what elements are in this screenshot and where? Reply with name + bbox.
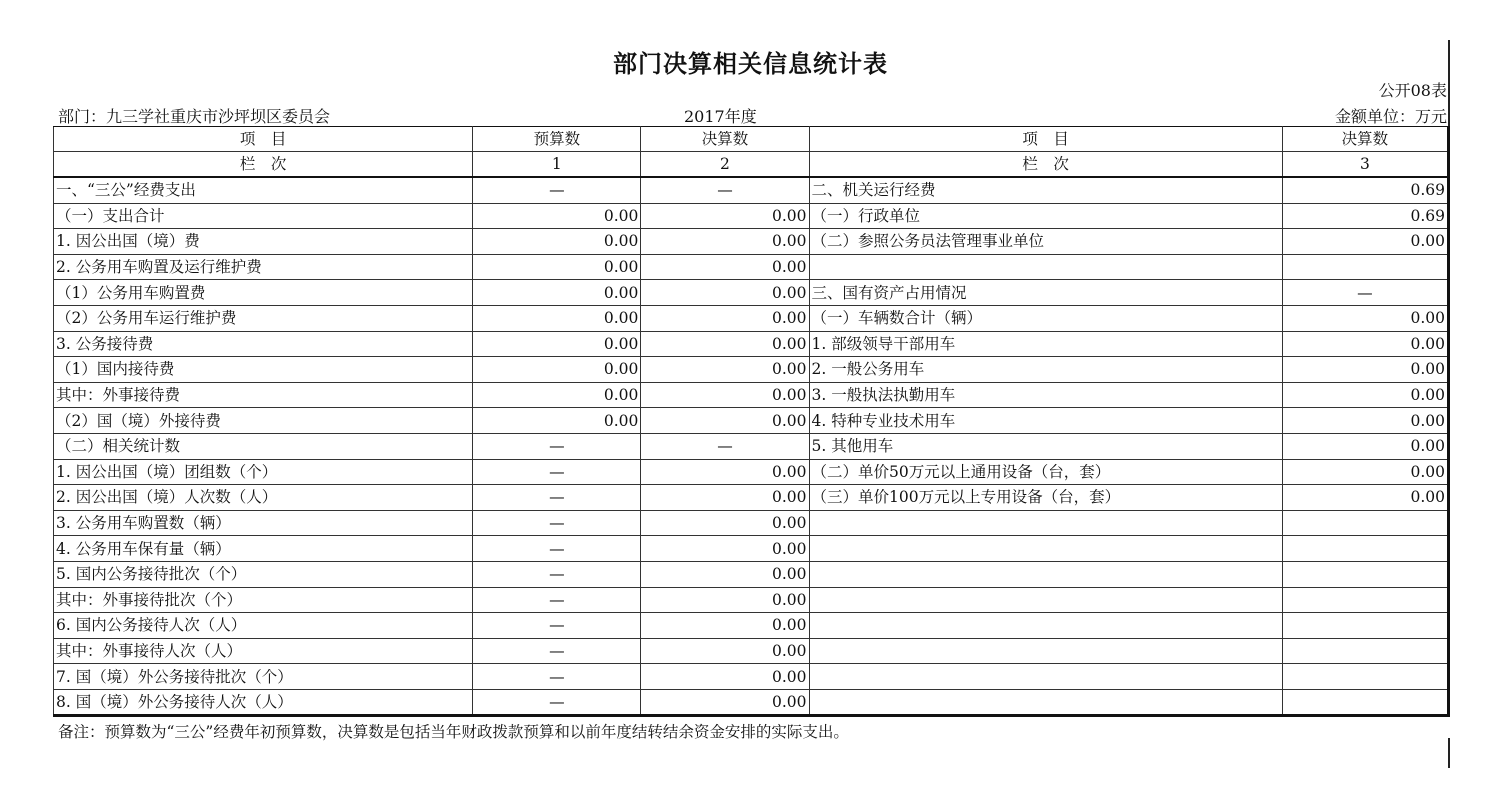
table-row	[54, 613, 1449, 639]
amount-unit: 金额单位：万元	[1334, 107, 1447, 126]
row-final-value-right: 0.69	[1282, 177, 1448, 203]
row-item-label-right	[809, 254, 1282, 280]
table-row	[54, 408, 1449, 434]
table-row	[54, 280, 1449, 306]
table-row	[54, 177, 1449, 203]
row-budget-value: 0.00	[473, 280, 641, 306]
row-budget-value: 0.00	[473, 229, 641, 255]
row-item-label: （2）国（境）外接待费	[54, 408, 473, 434]
row-final-value-right	[1282, 510, 1448, 536]
row-final-value-right: 0.00	[1282, 305, 1448, 331]
row-item-label-right	[809, 561, 1282, 587]
row-item-label: 3. 公务接待费	[54, 331, 473, 357]
row-budget-value: —	[473, 177, 641, 203]
row-item-label-right: （一）行政单位	[809, 203, 1282, 229]
row-item-label-right	[809, 510, 1282, 536]
row-final-value-right: 0.00	[1282, 382, 1448, 408]
row-final-value: 0.00	[641, 536, 809, 562]
row-item-label-right: 2. 一般公务用车	[809, 357, 1282, 383]
table-row	[54, 433, 1449, 459]
row-item-label: 1. 因公出国（境）费	[54, 229, 473, 255]
row-budget-value: —	[473, 433, 641, 459]
row-final-value: 0.00	[641, 613, 809, 639]
row-item-label-right: 4. 特种专业技术用车	[809, 408, 1282, 434]
row-final-value-right: 0.00	[1282, 485, 1448, 511]
row-budget-value: 0.00	[473, 331, 641, 357]
row-item-label-right	[809, 664, 1282, 690]
row-item-label-right	[809, 638, 1282, 664]
row-final-value-right: 0.69	[1282, 203, 1448, 229]
row-final-value: 0.00	[641, 459, 809, 485]
row-item-label: 7. 国（境）外公务接待批次（个）	[54, 664, 473, 690]
row-budget-value: —	[473, 587, 641, 613]
header-final: 决算数	[641, 127, 809, 152]
row-final-value-right	[1282, 561, 1448, 587]
row-item-label: 4. 公务用车保有量（辆）	[54, 536, 473, 562]
row-item-label-right: （二）参照公务员法管理事业单位	[809, 229, 1282, 255]
page-edge-mark-top	[1448, 40, 1450, 132]
row-final-value-right	[1282, 638, 1448, 664]
row-final-value-right: 0.00	[1282, 331, 1448, 357]
row-budget-value: —	[473, 561, 641, 587]
row-item-label: （2）公务用车运行维护费	[54, 305, 473, 331]
page-title: 部门决算相关信息统计表	[613, 50, 888, 78]
page-edge-mark-bottom	[1448, 738, 1450, 768]
row-item-label: 其中：外事接待批次（个）	[54, 587, 473, 613]
footnote: 备注：预算数为“三公”经费年初预算数，决算数是包括当年财政拨款预算和以前年度结转结余资金安排的实际支出。	[58, 723, 849, 741]
table-row	[54, 510, 1449, 536]
row-budget-value: —	[473, 638, 641, 664]
row-item-label: 5. 国内公务接待批次（个）	[54, 561, 473, 587]
header-item-right: 项 目	[809, 127, 1282, 152]
form-number: 公开08表	[1378, 81, 1447, 100]
row-final-value-right: 0.00	[1282, 408, 1448, 434]
row-final-value: 0.00	[641, 510, 809, 536]
column-index-2: 2	[641, 152, 809, 178]
column-index-1: 1	[473, 152, 641, 178]
row-item-label: 其中：外事接待费	[54, 382, 473, 408]
table-row	[54, 664, 1449, 690]
table-row	[54, 561, 1449, 587]
row-item-label: 其中：外事接待人次（人）	[54, 638, 473, 664]
row-item-label-right	[809, 613, 1282, 639]
row-item-label: 2. 因公出国（境）人次数（人）	[54, 485, 473, 511]
row-final-value: 0.00	[641, 305, 809, 331]
row-item-label: （1）国内接待费	[54, 357, 473, 383]
row-item-label: 6. 国内公务接待人次（人）	[54, 613, 473, 639]
row-item-label: 一、“三公”经费支出	[54, 177, 473, 203]
row-final-value-right: 0.00	[1282, 357, 1448, 383]
row-final-value-right: 0.00	[1282, 433, 1448, 459]
row-final-value-right: 0.00	[1282, 229, 1448, 255]
row-final-value-right	[1282, 664, 1448, 690]
table-row	[54, 305, 1449, 331]
row-item-label-right: 3. 一般执法执勤用车	[809, 382, 1282, 408]
row-final-value: 0.00	[641, 561, 809, 587]
row-item-label-right	[809, 689, 1282, 716]
row-budget-value: 0.00	[473, 382, 641, 408]
row-final-value: —	[641, 177, 809, 203]
row-final-value: 0.00	[641, 638, 809, 664]
row-item-label: 2. 公务用车购置及运行维护费	[54, 254, 473, 280]
row-budget-value: —	[473, 536, 641, 562]
column-index-3: 3	[1282, 152, 1448, 178]
department-label: 部门：九三学社重庆市沙坪坝区委员会	[58, 107, 331, 126]
row-final-value-right: —	[1282, 280, 1448, 306]
row-budget-value: —	[473, 459, 641, 485]
row-item-label-right: （一）车辆数合计（辆）	[809, 305, 1282, 331]
table-row	[54, 536, 1449, 562]
table-row	[54, 485, 1449, 511]
header-final-right: 决算数	[1282, 127, 1448, 152]
row-final-value: 0.00	[641, 280, 809, 306]
header-item: 项 目	[54, 127, 473, 152]
row-item-label: 1. 因公出国（境）团组数（个）	[54, 459, 473, 485]
row-final-value: 0.00	[641, 689, 809, 716]
table-row	[54, 229, 1449, 255]
row-item-label-right	[809, 536, 1282, 562]
table-row	[54, 459, 1449, 485]
row-final-value: 0.00	[641, 382, 809, 408]
row-item-label: 3. 公务用车购置数（辆）	[54, 510, 473, 536]
column-index-row	[54, 152, 1449, 178]
row-budget-value: —	[473, 485, 641, 511]
row-budget-value: —	[473, 613, 641, 639]
table-row	[54, 331, 1449, 357]
row-final-value: 0.00	[641, 587, 809, 613]
row-budget-value: 0.00	[473, 254, 641, 280]
table-row	[54, 254, 1449, 280]
row-final-value-right	[1282, 689, 1448, 716]
row-item-label-right: （二）单价50万元以上通用设备（台，套）	[809, 459, 1282, 485]
row-final-value-right	[1282, 254, 1448, 280]
row-item-label: （1）公务用车购置费	[54, 280, 473, 306]
statistics-table	[53, 126, 1450, 717]
row-budget-value: 0.00	[473, 408, 641, 434]
fiscal-year: 2017年度	[684, 107, 757, 126]
row-budget-value: —	[473, 510, 641, 536]
row-budget-value: 0.00	[473, 203, 641, 229]
row-item-label-right: 5. 其他用车	[809, 433, 1282, 459]
table-row	[54, 203, 1449, 229]
table-row	[54, 357, 1449, 383]
row-final-value: 0.00	[641, 485, 809, 511]
header-budget: 预算数	[473, 127, 641, 152]
row-final-value: 0.00	[641, 229, 809, 255]
row-budget-value: 0.00	[473, 357, 641, 383]
column-label: 栏 次	[54, 152, 473, 178]
row-final-value: 0.00	[641, 357, 809, 383]
row-final-value: 0.00	[641, 254, 809, 280]
table-row	[54, 382, 1449, 408]
row-final-value: 0.00	[641, 664, 809, 690]
row-final-value: 0.00	[641, 203, 809, 229]
row-final-value-right	[1282, 587, 1448, 613]
row-item-label: （二）相关统计数	[54, 433, 473, 459]
row-final-value-right	[1282, 613, 1448, 639]
row-final-value-right	[1282, 536, 1448, 562]
row-item-label-right: 三、国有资产占用情况	[809, 280, 1282, 306]
row-final-value: —	[641, 433, 809, 459]
table-row	[54, 638, 1449, 664]
row-budget-value: 0.00	[473, 305, 641, 331]
row-item-label-right: （三）单价100万元以上专用设备（台，套）	[809, 485, 1282, 511]
row-item-label-right: 二、机关运行经费	[809, 177, 1282, 203]
row-final-value-right: 0.00	[1282, 459, 1448, 485]
column-label-right: 栏 次	[809, 152, 1282, 178]
row-item-label-right: 1. 部级领导干部用车	[809, 331, 1282, 357]
table-row	[54, 689, 1449, 716]
row-item-label-right	[809, 587, 1282, 613]
row-final-value: 0.00	[641, 408, 809, 434]
row-budget-value: —	[473, 689, 641, 716]
row-item-label: （一）支出合计	[54, 203, 473, 229]
table-row	[54, 587, 1449, 613]
row-final-value: 0.00	[641, 331, 809, 357]
row-item-label: 8. 国（境）外公务接待人次（人）	[54, 689, 473, 716]
header-row	[54, 127, 1449, 152]
row-budget-value: —	[473, 664, 641, 690]
